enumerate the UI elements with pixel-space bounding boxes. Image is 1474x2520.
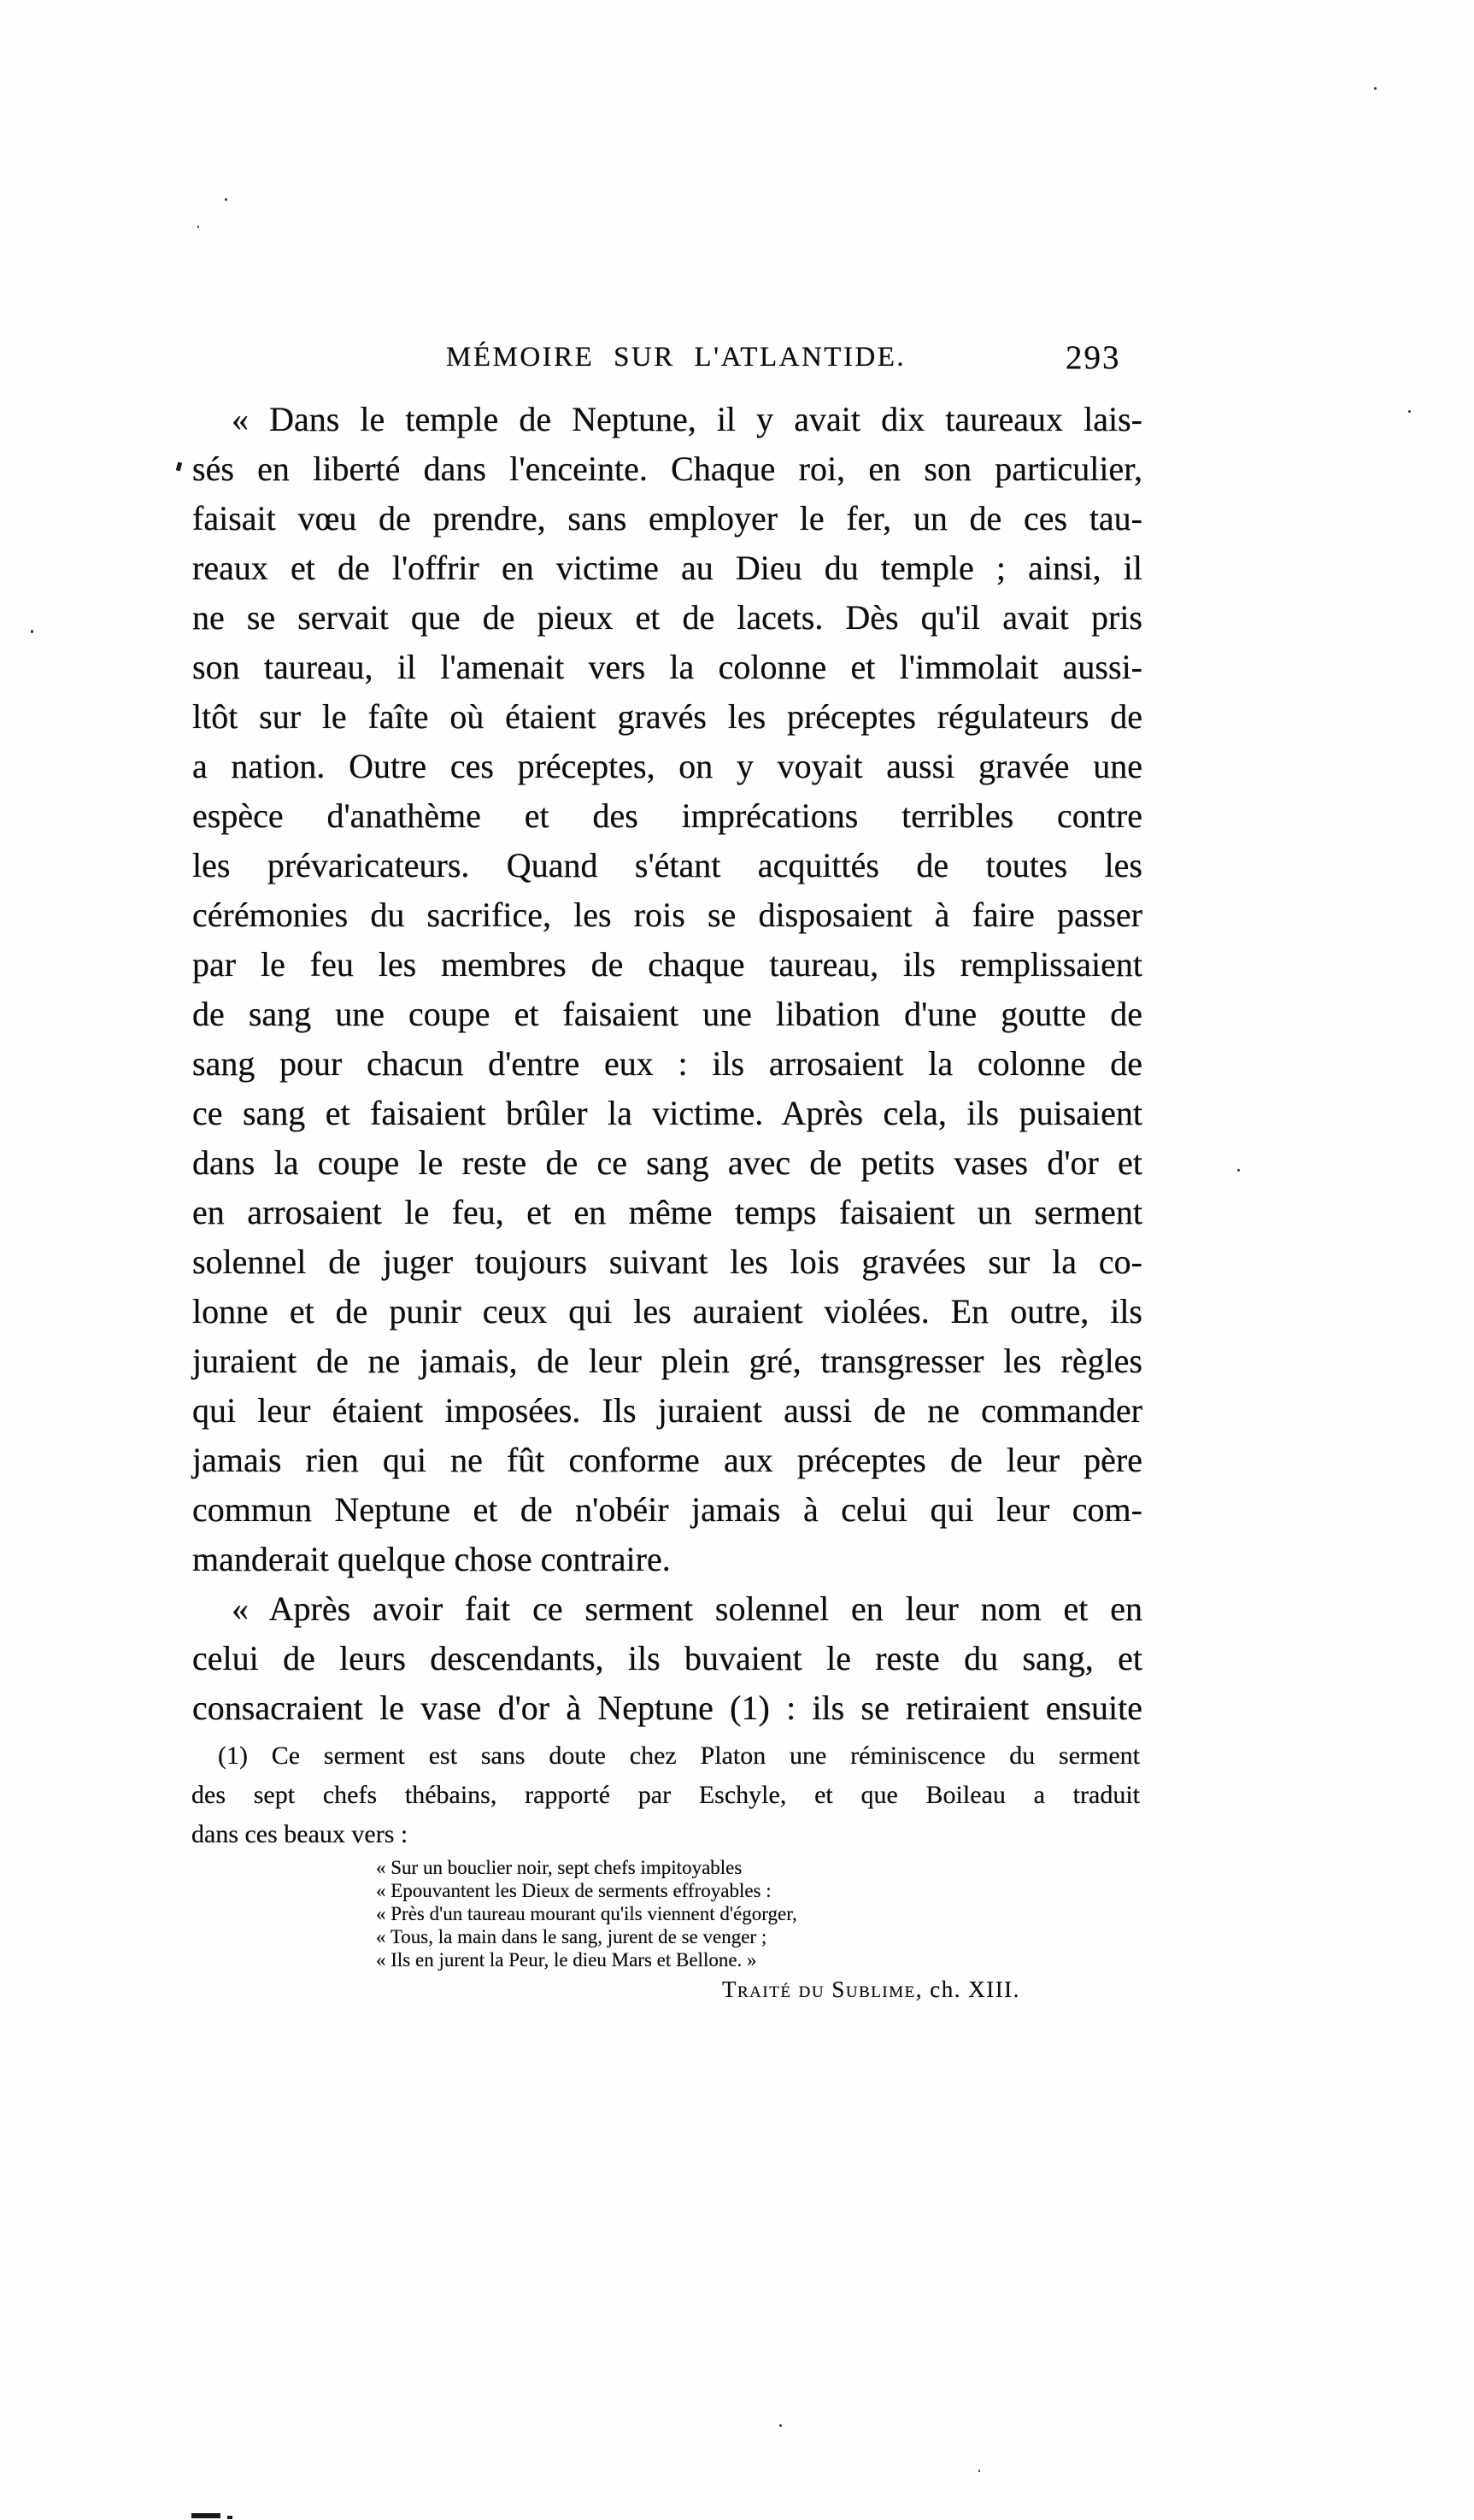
body-line: commun Neptune et de n'obéir jamais à celui qui leur com- (192, 1490, 1142, 1529)
body-line: « Dans le temple de Neptune, il y avait dix taureaux lais- (232, 400, 1142, 438)
attribution (722, 1977, 1020, 2003)
scan-speck (779, 2424, 782, 2427)
verse-quote (376, 1856, 797, 1971)
verse-line: « Tous, la main dans le sang, jurent de se venger ; (376, 1926, 767, 1947)
scan-edge-mark (191, 2513, 220, 2518)
attribution-work: Traité du Sublime, (722, 1977, 923, 2002)
body-text (192, 395, 1142, 1733)
attribution-chapter: ch. XIII. (922, 1977, 1020, 2002)
footnote (191, 1736, 1140, 1854)
body-line: son taureau, il l'amenait vers la colonne et l'immolait aussi- (192, 648, 1142, 686)
body-line: a nation. Outre ces préceptes, on y voyait aussi gravée une (192, 747, 1142, 785)
page-number: 293 (1066, 339, 1121, 376)
footnote-line: dans ces beaux vers : (191, 1820, 408, 1848)
body-line: les prévaricateurs. Quand s'étant acquittés de toutes les (192, 846, 1142, 884)
scan-edge-mark (227, 2516, 232, 2519)
body-line: celui de leurs descendants, ils buvaient le reste du sang, et (192, 1639, 1142, 1677)
body-line: sang pour chacun d'entre eux : ils arrosaient la colonne de (192, 1044, 1142, 1083)
scan-speck (1237, 1169, 1240, 1172)
body-line: juraient de ne jamais, de leur plein gré, transgresser les règles (192, 1342, 1142, 1380)
verse-line: « Epouvantent les Dieux de serments effroyables : (376, 1880, 772, 1901)
scan-speck (197, 226, 199, 228)
body-line: ltôt sur le faîte où étaient gravés les préceptes régulateurs de (192, 697, 1142, 736)
body-line: ne se servait que de pieux et de lacets. Dès qu'il avait pris (192, 598, 1142, 637)
body-line: ce sang et faisaient brûler la victime. Après cela, ils puisaient (192, 1094, 1142, 1132)
body-line: solennel de juger toujours suivant les lois gravées sur la co- (192, 1242, 1142, 1281)
running-title: MÉMOIRE SUR L'ATLANTIDE. (446, 342, 907, 373)
body-line: manderait quelque chose contraire. (192, 1540, 671, 1578)
body-line: faisait vœu de prendre, sans employer le fer, un de ces tau- (192, 499, 1142, 537)
scan-speck (1408, 410, 1411, 413)
ink-artifact (176, 462, 182, 472)
body-line: qui leur étaient imposées. Ils juraient aussi de ne commander (192, 1391, 1142, 1430)
body-line: sés en liberté dans l'enceinte. Chaque roi, en son particulier, (192, 449, 1142, 488)
body-line: jamais rien qui ne fût conforme aux préceptes de leur père (192, 1441, 1142, 1479)
scan-speck (978, 2470, 980, 2472)
body-line: en arrosaient le feu, et en même temps faisaient un serment (192, 1193, 1142, 1231)
scan-speck (1374, 87, 1377, 90)
body-line: cérémonies du sacrifice, les rois se disposaient à faire passer (192, 896, 1142, 934)
verse-line: « Ils en jurent la Peur, le dieu Mars et Bellone. » (376, 1949, 757, 1971)
verse-line: « Près d'un taureau mourant qu'ils viennent d'égorger, (376, 1903, 797, 1924)
scan-speck (31, 630, 33, 633)
verse-line: « Sur un bouclier noir, sept chefs impitoyables (376, 1857, 743, 1878)
body-line: reaux et de l'offrir en victime au Dieu du temple ; ainsi, il (192, 549, 1142, 587)
footnote-line: (1) Ce serment est sans doute chez Platon une réminiscence du serment (218, 1742, 1140, 1770)
body-line: « Après avoir fait ce serment solennel en leur nom et en (232, 1589, 1142, 1628)
body-line: espèce d'anathème et des imprécations terribles contre (192, 796, 1142, 835)
scan-speck (225, 198, 227, 201)
body-line: dans la coupe le reste de ce sang avec de petits vases d'or et (192, 1143, 1142, 1182)
body-line: de sang une coupe et faisaient une libation d'une goutte de (192, 995, 1142, 1033)
body-line: par le feu les membres de chaque taureau, ils remplissaient (192, 945, 1142, 984)
body-line: consacraient le vase d'or à Neptune (1) : ils se retiraient ensuite (192, 1689, 1142, 1727)
footnote-line: des sept chefs thébains, rapporté par Eschyle, et que Boileau a traduit (191, 1781, 1140, 1809)
body-line: lonne et de punir ceux qui les auraient violées. En outre, ils (192, 1292, 1142, 1330)
